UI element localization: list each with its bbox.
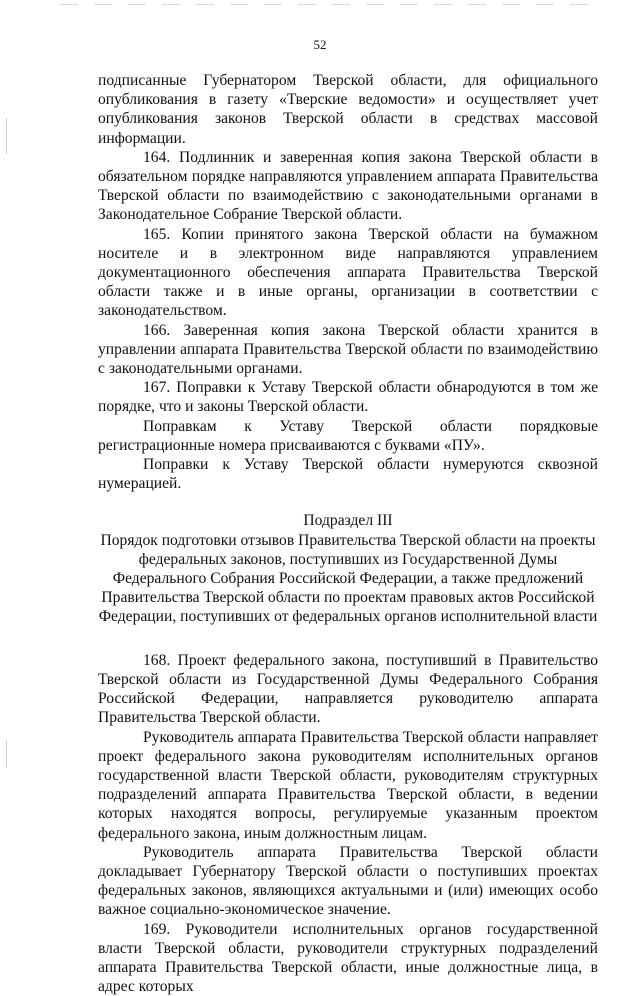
- paragraph: Поправки к Уставу Тверской области нумеруются сквозной нумерацией.: [98, 456, 598, 493]
- scan-artifact-top: [60, 4, 600, 5]
- paragraph: Руководитель аппарата Правительства Тверской области докладывает Губернатору Тверской области о поступивших проектах федеральных законов, являющихся актуальными и (или) имеющих особо важное социально-экономическое значение.: [98, 843, 598, 919]
- paragraph: подписанные Губернатором Тверской области, для официального опубликования в газету «Тверские ведомости» и осуществляет учет опубликования законов Тверской области в средствах массовой информации.: [98, 72, 598, 147]
- paragraph: Руководитель аппарата Правительства Тверской области направляет проект федерального закона руководителям исполнительных органов государственной власти Тверской области, руководителям структурных подразделений аппарата Правительства Тверской области, в ведении которых находятся вопросы, регулируемые указанным проектом федерального закона, иным должностным лицам.: [98, 728, 598, 842]
- section-title: Порядок подготовки отзывов Правительства Тверской области на проекты федеральных законов, поступивших из Государственной Думы Федерального Собрания Российской Федерации, а также предложений Правительства Тверской области по проектам правовых актов Российской Федерации, поступивших от федеральных органов исполнительной власти: [98, 531, 598, 626]
- spacer: [98, 493, 598, 511]
- paragraph: 166. Заверенная копия закона Тверской области хранится в управлении аппарата Правительства Тверской области по взаимодействию с законодательными органами.: [98, 321, 598, 378]
- paragraph: 164. Подлинник и заверенная копия закона Тверской области в обязательном порядке направляются управлением аппарата Правительства Тверской области по взаимодействию с законодательными органами в Законодательное Собрание Тверской области.: [98, 148, 598, 224]
- scan-artifact-left: [6, 740, 7, 768]
- spacer: [98, 627, 598, 651]
- paragraph: 169. Руководители исполнительных органов государственной власти Тверской области, руководители структурных подразделений аппарата Правительства Тверской области, иные должностные лица, в адрес которых: [98, 920, 598, 996]
- section-label: Подраздел III: [303, 512, 393, 530]
- page-number: 52: [313, 37, 327, 52]
- paragraph: 168. Проект федерального закона, поступивший в Правительство Тверской области из Государственной Думы Федерального Собрания Российской Федерации, направляется руководителю аппарата Правительства Тверской области.: [98, 651, 598, 727]
- scan-artifact-left: [6, 118, 7, 154]
- paragraph: 165. Копии принятого закона Тверской области на бумажном носителе и в электронном виде направляются управлением документационного обеспечения аппарата Правительства Тверской области также и в иные органы, организации в соответствии с законодательством.: [98, 225, 598, 320]
- document-body: [98, 71, 598, 996]
- paragraph: 167. Поправки к Уставу Тверской области обнародуются в том же порядке, что и законы Тверской области.: [98, 379, 598, 416]
- paragraph: Поправкам к Уставу Тверской области порядковые регистрационные номера присваиваются с буквами «ПУ».: [98, 417, 598, 454]
